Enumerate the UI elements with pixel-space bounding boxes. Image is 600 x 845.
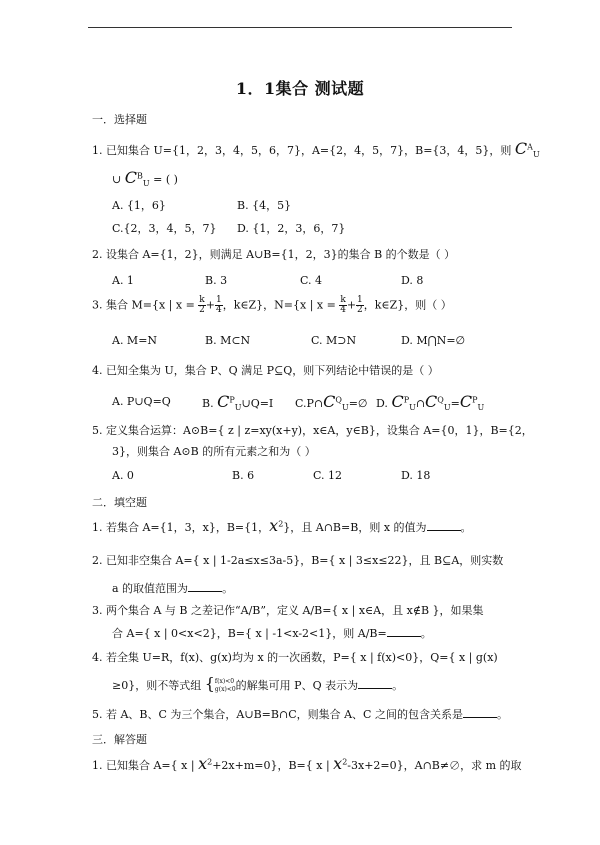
variable-x: x	[269, 516, 279, 535]
q4-option-c: $C.P\cap C^Q_U=\emptyset$	[295, 392, 368, 413]
page-title: 1．1集合 测试题	[235, 79, 365, 98]
q3-option-c: C. M⊃N	[311, 334, 357, 347]
question-4: 4. 已知全集为 U，集合 P、Q 满足 P⊆Q，则下列结论中错误的是（ ）	[92, 364, 439, 377]
question-2: 2. 设集合 A={1，2}，则满足 A∪B={1，2，3}的集合 B 的个数是（ ）	[92, 248, 456, 261]
q2-option-a: A. 1	[112, 274, 134, 287]
complement-symbol: C	[124, 168, 137, 187]
fill-1: 1. 若集合 A={1，3，x}，B={1，$x^2$}，且 A∩B=B，则 x 的值为 。	[92, 516, 472, 535]
fill-5: 5. 若 A、B、C 为三个集合，A∪B=B∩C，则集合 A、C 之间的包含关系是 。	[92, 708, 508, 721]
q3-mid: ，k∈Z}，N={x | x =	[222, 298, 336, 312]
complement-symbol: C	[459, 392, 473, 411]
complement-symbol: C	[514, 139, 528, 158]
fill-4-line1: 4. 若全集 U=R，f(x)、g(x)均为 x 的一次函数，P={ x | f(x)<0}，Q={ x | g(x)	[92, 651, 498, 664]
q1-option-b: B. {4，5}	[237, 199, 292, 212]
question-5-line1: 5. 定义集合运算：A⊙B={ z | z=xy(x+y)，x∈A，y∈B}，设集合 A={0，1}，B={2，	[92, 424, 533, 437]
q3-tail: ，k∈Z}，则（ ）	[363, 298, 452, 312]
q5-option-c: C. 12	[313, 469, 343, 482]
q2-option-b: B. 3	[205, 274, 228, 287]
complement-symbol: C	[391, 392, 404, 411]
q5-option-a: A. 0	[112, 469, 134, 482]
q4-option-b: B. $C^P_U\cup Q=I$	[202, 392, 274, 413]
q1-option-a: A. {1，6}	[112, 199, 166, 212]
q1-sup: A	[527, 142, 533, 152]
q3-pre: 3. 集合 M={x | x =	[92, 298, 195, 312]
q3-option-a: A. M=N	[112, 334, 158, 347]
q3-option-d: D. M⋂N=∅	[401, 334, 466, 347]
fill-3-line2: 合 A={ x | 0<x<2}，B={ x | -1<x-2<1}，则 A/B= 。	[112, 627, 432, 640]
answer-blank	[463, 707, 497, 718]
q2-option-c: C. 4	[300, 274, 323, 287]
fraction: $\frac{k}{2}$	[199, 295, 205, 315]
fill-4-line2: ≥0}，则不等式组 { f(x)<0 g(x)<0 的解集可用 P、Q 表示为 。	[112, 674, 404, 693]
section-answer: 三．解答题	[92, 733, 147, 746]
complement-symbol: C	[217, 392, 230, 411]
plus-sign: +	[205, 298, 215, 312]
question-5-line2: 3}，则集合 A⊙B 的所有元素之和为（ ）	[112, 445, 316, 458]
q5-option-d: D. 18	[401, 469, 431, 482]
q1-sub2: U	[142, 179, 150, 189]
union-symbol: ∪	[112, 173, 122, 186]
q1-tail: = ( )	[153, 173, 178, 186]
q3-option-b: B. M⊂N	[205, 334, 251, 347]
complement-symbol: C	[425, 392, 438, 411]
q4-option-d: D. $C^P_U\cap C^Q_U=C^P_U$	[376, 392, 485, 413]
answer-blank	[427, 520, 461, 531]
variable-x: x	[198, 754, 208, 773]
answer-blank	[188, 581, 222, 592]
fraction: $\frac{k}{4}$	[340, 295, 346, 315]
q1-sup2: B	[136, 171, 143, 181]
header-rule	[88, 27, 512, 28]
fill-3-line1: 3. 两个集合 A 与 B 之差记作“A/B”，定义 A/B={ x | x∈A，且 x∉B }，如果集	[92, 604, 484, 617]
complement-symbol: C	[323, 392, 336, 411]
brace: {	[204, 674, 215, 693]
plus-sign: +	[346, 298, 357, 312]
fill-2-line2: a 的取值范围为 。	[112, 582, 234, 595]
answer-blank	[387, 626, 421, 637]
q1-option-d: D. {1，2，3，6，7}	[237, 222, 346, 235]
q1-text: 1. 已知集合 U={1，2，3，4，5，6，7}，A={2，4，5，7}，B={3，4，5}，则	[92, 144, 512, 157]
answer-1: 1. 已知集合 A={ x | $x^2+2x+m=0$}，B={ x | $x^2-3x+2=0$}，A∩B≠∅，求 m 的取	[92, 754, 522, 773]
fraction: $\frac{1}{4}$	[215, 295, 222, 315]
answer-blank	[358, 678, 392, 689]
q1-line2	[112, 168, 178, 188]
inequality-system: f(x)<0 g(x)<0	[214, 678, 236, 693]
q4-option-a: A. P∪Q=Q	[112, 395, 171, 408]
question-1	[92, 139, 540, 159]
fraction: $\frac{1}{2}$	[357, 295, 363, 315]
q1-option-c: C.{2，3，4，5，7}	[112, 222, 217, 235]
variable-x: x	[333, 754, 343, 773]
q2-option-d: D. 8	[401, 274, 424, 287]
section-fill: 二．填空题	[92, 496, 147, 509]
q5-option-b: B. 6	[232, 469, 255, 482]
section-choice: 一．选择题	[92, 113, 147, 126]
question-3	[92, 296, 452, 315]
fill-2-line1: 2. 已知非空集合 A={ x | 1-2a≤x≤3a-5}，B={ x | 3≤x≤22}，且 B⊆A，则实数	[92, 554, 504, 567]
q1-sub: U	[532, 150, 540, 160]
